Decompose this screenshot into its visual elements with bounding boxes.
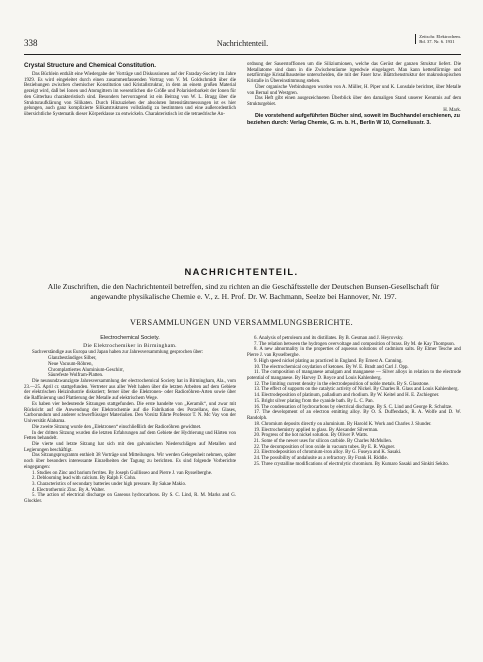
list-item: Säurefeste Wolfram-Platten. [48, 373, 104, 379]
report-item: 25. Three crystalline modifications of electrolytic chromium. By Kumaro Sasaki and Sinkiti Sekito. [254, 461, 450, 467]
report-item: 11. The composition of manganese amalgam and manganese — Silver alloys in relation to the electrode potential of manganese. By Harvey D. Royce and Louis Kahlenberg. [247, 370, 461, 382]
report-item: 23. Electrodeposition of chromium-iron alloy. By G. Fuseya and K. Sasaki. [254, 450, 402, 456]
report-item: 6. Analysis of petroleum and its distillates. By B. Gesman and J. Heyrovsky. [254, 336, 404, 341]
review-title: Crystal Structure and Chemical Constitution. [24, 62, 157, 69]
running-title: Nachrichtenteil. [216, 39, 269, 48]
section-subtitle: VERSAMMLUNGEN UND VERSAMMLUNGSBERICHTE. [129, 318, 354, 327]
report-item: 15. Bright silver plating from the cyanide bath. By L. C. Pan. [254, 398, 374, 404]
society-paragraph: Die vierte und letzte Sitzung hat sich mit den galvanischen Niederschlägen auf Metallen und Legierungen beschäftigt. [24, 441, 236, 453]
society-column [24, 336, 236, 505]
section-title: NACHRICHTENTEIL. [184, 266, 299, 277]
report-item: 9. High speed nickel plating as practiced in England. By Ernest A. Canning. [254, 358, 403, 364]
report-item: 14. Electrodeposition of platinum, palladium and rhodium. By W. Keitel and H. E. Zschiegner. [254, 393, 440, 399]
book-notice: Die vorstehend aufgeführten Bücher sind, soweit im Buchhandel erschienen, zu beziehen durch: Verlag Chemie, G. m. b. H., Berlin W 10, Corneliusstr. 3. [247, 113, 460, 126]
review-paragraph: Das Büchlein enthält eine Wiedergabe der Vorträge und Diskussionen auf der Faraday-Society im Jahre 1929. Es wird eingeleitet durch einen zusammenfassenden Vortrag von V. M. Goldschmidt über die Beziehungen zwischen chemischer Konstitution und Kristallstruktur, in dem an einem großen Material gezeigt wird, daß bei Ionen und Atomgittern im wesentlichen die Größe und Polarisierbarkeit der Ionen für den Gitterbau charakteristisch sind. Besonders hervorragend ist ein Beitrag von W. L. Bragg über die Strukturaufklärung von Silikaten. Durch Hinzuziehen der absoluten Intensitätsmessungen ist es hier gelungen, auch ganz komplizierte Silikatstrukturen vollständig zu bestimmen und eine außerordentlich übersichtliche Systematik dieser Körperklasse zu entwickeln. Charakteristisch ist die tetraedrische An- [24, 72, 236, 118]
page-header [24, 34, 461, 55]
review-paragraph: Das Heft gibt einen ausgezeichneten Überblick über den damaligen Stand unserer Kenntnis auf dem Strukturgebiet. [247, 96, 461, 108]
report-item: 16. The condensation of hydrocarbons by electrical discharge. By S. C. Lind and George R. Schultze. [254, 404, 453, 410]
review-paragraph: ordnung der Sauerstoffionen um die Siliziumionen, welche das Gerüst der ganzen Struktur liefert. Die Metallatome sind dann in die Zwischenräume irgendwie eingelagert. Man kann kettenförmige und netzförmige Kristallbausteine unterscheiden, die mit der Faser bzw. Blättchenstruktur der makroskopischen Kristalle in Übereinstimmung stehen. [247, 62, 461, 85]
report-item: 1. Studies on Zinc and barium ferrites. By Joseph Guillisseo and Pierre J. van Rysselberghe. [32, 470, 213, 476]
page-number: 338 [24, 38, 38, 48]
report-item: 2. Deblooming lead with calcium. By Ralph F. Cohn. [32, 476, 137, 482]
society-paragraph: In der dritten Sitzung wurden die letzten Erfahrungen auf dem Gebiete der Hydrierung und Härten von Fetten behandelt. [24, 430, 236, 442]
society-paragraph: Das Sitzungsprogramm enthielt 38 Vorträge und Mitteilungen. Wir werden Gelegenheit nehmen, später noch über besonders interessante Einzelheiten der Tagung zu berichten. Es sind folgende Vorberichte eingegangen: [24, 453, 236, 470]
reports-column [247, 336, 461, 468]
topic-list [24, 356, 236, 379]
report-item: 7. The relation between the hydrogen overvoltage and composition of brass. By M. de Kay Thompson. [254, 341, 455, 347]
society-paragraph: Die zweite Sitzung wurde den „Elektronen“ einschließlich der Radioröhren gewidmet. [32, 424, 202, 430]
report-item: 18. Chromium deposits directly on aluminium. By Harold K. Work and Charles J. Slunder. [254, 421, 432, 427]
society-title: Electrochemical Society. [100, 335, 160, 341]
journal-line: Zeitschr. Elektrochem. [419, 34, 461, 39]
report-item: 19. Electrochemistry applied to glass. By Alexander Silverman. [254, 427, 379, 433]
review-right-column [247, 62, 461, 126]
report-item: 4. Electrothermic Zinc. By A. Walter. [32, 487, 105, 493]
list-item: Neue Vacuum-Röhren, [48, 361, 93, 367]
society-paragraph: Es haben vier bedeutende Sitzungen stattgefunden. Die erste handelte von „Keramik“, und zwar mit Rücksicht auf die Anwendung der Elektrochemie auf die Fabrikation des Porzellans, des Glases, Carborundum und anderer schwerflüssiger Materialien. Den Vorsitz führte Professor T. N. Mc Vay von der Universität Alabama. [24, 401, 236, 425]
report-item: 13. The effect of supports on the catalytic activity of Nickel. By Charles R. Glass and Louis Kahlenberg. [254, 387, 459, 393]
list-item: Chromplattiertes Aluminium-Geschirr, [48, 367, 124, 373]
section-intro: Alle Zuschriften, die den Nachrichtenteil betreffen, sind zu richten an die Geschäftsstelle der Deutschen Bunsen-Gesellschaft für angewandte physikalische Chemie e. V., z. H. Prof. Dr. W. Bachmann, Seelze bei Hannover, Nr. 197. [47, 282, 440, 302]
report-item: 24. The possibility of andalusite as a refractory. By Frank H. Riddle. [254, 456, 388, 462]
report-item: 5. The action of electrical discharge on Gaseous hydrocarbons. By S. C. Lind, R. M. Marks and G. Glockler. [24, 493, 236, 505]
report-item: 12. The limiting current density in the electrodeposition of noble metals. By S. Glasstone. [254, 381, 430, 387]
report-item: 21. Some of the newer uses for silicon carbide. By Charles McMullen. [254, 438, 392, 444]
society-subtitle: Die Elektrochemiker in Birmingham. [83, 342, 177, 349]
review-left-column [24, 72, 236, 118]
report-item: 10. The electrochemical oxydation of ketones. By W. E. Bradt and Carl J. Opp. [254, 364, 409, 370]
report-item: 8. A new abnormality in the properties of aqueous solutions of cadmium salts. By Elmer Tesche and Pierre J. van Rysselberghe. [247, 347, 461, 359]
report-item: 22. The decomposition of iron oxide in vacuum tubes. By E. R. Wagner. [254, 444, 396, 450]
review-signature: H. Mark. [443, 107, 461, 113]
society-paragraph: Die neunundzwanzigste Jahresversammlung der electrochemical Society hat in Birmingham, Ala., vom 23.—25. April cr. stattgefunden. Vertreter aus aller Welt haben über die letzten Arbeiten auf dem Gebiete der elektrischen Heizindustrie diskutiert; ferner über die Elektronen- oder Radioröhren-Arten sowie über die Raffinierung und Plattierung der Metalle auf elektrischem Wege. [24, 379, 236, 402]
report-item: 17. The development of an electron emitting alloy. By O. S. Duffendack, R. A. Wolfe and D. W. Randolph. [247, 410, 461, 422]
journal-reference [415, 34, 461, 44]
review-paragraph: Über organische Verbindungen wurden von A. Müller, H. Piper und K. Lonsdale berichtet, über Metalle von Bernal und Westgren. [247, 84, 461, 96]
journal-line: Bd. 37. Nr. 6. 1931 [419, 39, 455, 45]
list-item: Glanzbeständiges Silber, [48, 356, 97, 362]
society-intro: Sachverständige aus Europa und Japan haben zur Jahresversammlung gesprochen über: [32, 350, 204, 356]
report-item: 20. Progress of the hot nickel solution. By Oliver P. Watts. [254, 433, 369, 439]
report-item: 3. Characteristics of secondary batteries under high pressure. By Sakae Makio. [32, 481, 187, 487]
